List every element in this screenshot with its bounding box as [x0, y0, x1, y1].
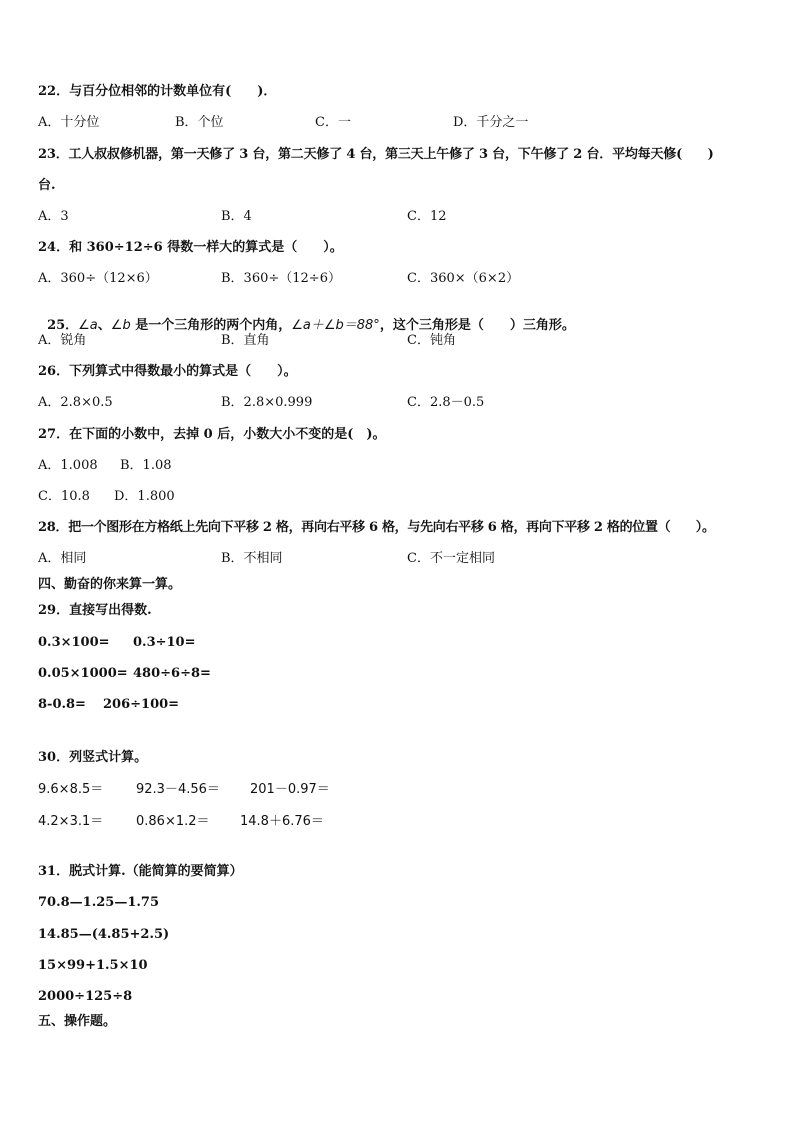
q29-item: 480÷6÷8= [133, 666, 211, 681]
q29-stem: 29．直接写出得数. [38, 603, 152, 618]
q25-stem-post: ，这个三角形是（ ）三角形。 [379, 318, 575, 333]
q31-stem: 31．脱式计算.（能简算的要简算） [38, 864, 243, 879]
q22-option-c[interactable]: C．一 [315, 115, 351, 130]
q31-item: 70.8—1.25—1.75 [38, 895, 159, 910]
q30-item: 0.86×1.2＝ [136, 814, 210, 829]
q24-option-c[interactable]: C．360×（6×2） [407, 271, 520, 286]
q25-option-b[interactable]: B．直角 [221, 333, 270, 348]
q23-stem-line1: 23．工人叔叔修机器，第一天修了 3 台，第二天修了 4 台，第三天上午修了 3 台，下午修了 2 台．平均每天修( ) [38, 147, 714, 162]
q25-number: 25． [47, 318, 79, 333]
q27-option-c[interactable]: C．10.8 [38, 489, 90, 504]
q22-option-d[interactable]: D．千分之一 [453, 115, 529, 130]
q31-item: 14.85—(4.85+2.5) [38, 927, 170, 942]
section-5-title: 五、操作题。 [38, 1014, 117, 1029]
q25-separator: 、 [97, 318, 111, 333]
q27-options-row2 [38, 489, 758, 505]
q28-options [38, 551, 758, 567]
q29-item: 0.3÷10= [133, 635, 196, 650]
q30-item: 92.3－4.56＝ [136, 782, 220, 797]
q26-option-c[interactable]: C．2.8－0.5 [407, 395, 485, 410]
q23-option-a[interactable]: A．3 [38, 209, 69, 224]
q26-option-a[interactable]: A．2.8×0.5 [38, 395, 113, 410]
q30-item: 14.8＋6.76＝ [240, 814, 324, 829]
q27-options-row1 [38, 458, 758, 474]
q22-option-b[interactable]: B．个位 [175, 115, 224, 130]
q22-option-a[interactable]: A．十分位 [38, 115, 100, 130]
q30-item: 201－0.97＝ [250, 782, 330, 797]
q27-stem: 27．在下面的小数中，去掉 0 后，小数大小不变的是( )。 [38, 427, 386, 442]
q29-item: 206÷100= [103, 697, 180, 712]
q25-option-a[interactable]: A．锐角 [38, 333, 87, 348]
q30-item: 4.2×3.1＝ [38, 814, 104, 829]
q26-stem: 26．下列算式中得数最小的算式是（ ）。 [38, 364, 297, 379]
q29-item: 0.05×1000= [38, 666, 128, 681]
q26-option-b[interactable]: B．2.8×0.999 [221, 395, 313, 410]
q30-item: 9.6×8.5＝ [38, 782, 104, 797]
q23-option-b[interactable]: B．4 [221, 209, 252, 224]
q26-options [38, 395, 758, 411]
q24-stem: 24．和 360÷12÷6 得数一样大的算式是（ ）。 [38, 240, 343, 255]
q23-option-c[interactable]: C．12 [407, 209, 447, 224]
q31-item: 2000÷125÷8 [38, 989, 133, 1004]
q25-angle-a: ∠a [78, 318, 98, 333]
q25-options [38, 333, 758, 349]
section-4-title: 四、勤奋的你来算一算。 [38, 577, 182, 592]
q27-option-a[interactable]: A．1.008 [38, 458, 98, 473]
q23-options [38, 209, 758, 225]
q25-angle-b: ∠b [110, 318, 131, 333]
q28-option-a[interactable]: A．相同 [38, 551, 87, 566]
q25-stem [38, 302, 575, 334]
q25-option-c[interactable]: C．钝角 [407, 333, 456, 348]
q28-option-b[interactable]: B．不相同 [221, 551, 283, 566]
q24-option-b[interactable]: B．360÷（12÷6） [221, 271, 341, 286]
q29-item: 0.3×100= [38, 635, 110, 650]
q27-option-b[interactable]: B．1.08 [120, 458, 172, 473]
q24-options [38, 271, 758, 287]
q28-stem: 28．把一个图形在方格纸上先向下平移 2 格，再向右平移 6 格，与先向右平移 6 格，再向下平移 2 格的位置（ ）。 [38, 520, 715, 535]
q23-stem-line2: 台. [38, 178, 56, 193]
q24-option-a[interactable]: A．360÷（12×6） [38, 271, 158, 286]
q25-stem-mid: 是一个三角形的两个内角， [130, 318, 292, 333]
q28-option-c[interactable]: C．不一定相同 [407, 551, 495, 566]
q31-item: 15×99+1.5×10 [38, 958, 148, 973]
q22-stem: 22．与百分位相邻的计数单位有( )． [38, 84, 277, 99]
q30-stem: 30．列竖式计算。 [38, 750, 148, 765]
q22-options [38, 115, 758, 131]
q29-item: 8-0.8= [38, 697, 86, 712]
q27-option-d[interactable]: D．1.800 [114, 489, 175, 504]
q25-formula: ∠a＋∠b＝88° [291, 318, 380, 333]
